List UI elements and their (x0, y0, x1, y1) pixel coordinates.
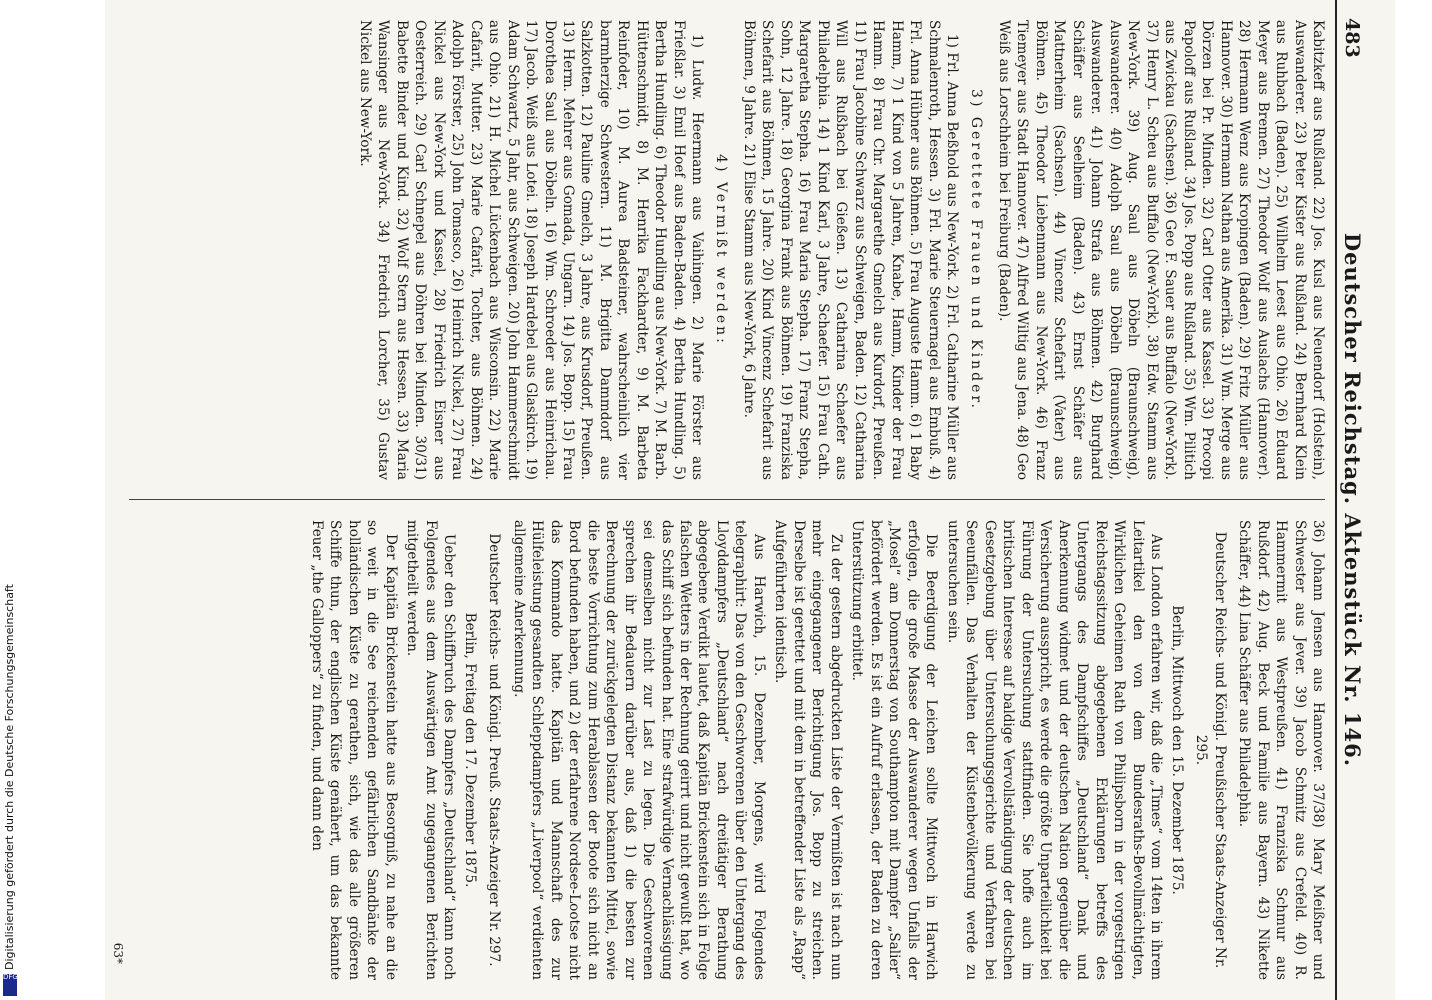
paragraph-burial: Die Beerdigung der Leichen sollte Mittwoch in Harwich erfolgen, die große Masse der Auswanderer wegen Unfalls der „Mosel“ am Donnerstag von Southampton mit Dampfer „Salier“ befördert werden. Es ist ein Aufruf erlassen, der Baden zu deren Unterstützung erbittet. (849, 520, 940, 980)
page-title: Deutscher Reichstag. Aktenstück Nr. 146. (1340, 232, 1365, 768)
source-heading-295: Deutscher Reichs- und Königl. Preußischer Staats-Anzeiger Nr. 295. (1193, 531, 1228, 969)
dfg-logo-icon: DFG (3, 974, 17, 996)
rescued-women-list: 1) Frl. Anna Beßhold aus New-York. 2) Frl. Catharine Müller aus Schmalenroth, Hessen. 3) Frl. Marie Steuernagel aus Embuß. 4) Frl. Anna Hübner aus Böhmen. 5) Frau Auguste Hamm. 6) 1 Baby Hamm, 7) 1 Kind von 5 Jahren, Knabe, Hamm, Kinder der Frau Hamm. 8) Frau Chr. Margarethe Gmelch aus Kurdorf, Preußen. 11) Frau Jacobine Schwarz aus Schweigen, Baden. 12) Catharina Will aus Rußbach bei Gießen. 13) Catharina Schaefer aus Philadelphia. 14) 1 Kind Karl, 3 Jahre, Schaefer. 15) Frau Cath. Margaretha Stepha. 16) Frau Maria Stepha. 17) Franz Stepha, Sohn, 12 Jahre. 18) Georgina Frank aus Böhmen. 19) Franziska Schefarit aus Böhmen, 15 Jahre. 20) Kind Vincenz Schefarit aus Böhmen, 9 Jahre. 21) Elise Stamm aus New-York, 6 Jahre. (740, 20, 961, 480)
section-heading-rescued-women: 3) Gerettete Frauen und Kinder. (968, 89, 985, 411)
source-heading-297: Deutscher Reichs- und Königl. Preuß. Staats-Anzeiger Nr. 297. (486, 533, 503, 967)
credit-strip (0, 0, 22, 1000)
signature-mark: 63* (111, 942, 125, 964)
section-heading-missing: 4) Vermißt werden: (713, 154, 730, 346)
page-header (1335, 0, 1365, 1000)
page-number: 483 (1341, 18, 1363, 58)
newspaper-page (105, 0, 1395, 1000)
dateline-1: Berlin, Mittwoch den 15. Dezember 1875. (1168, 605, 1185, 895)
paragraph-times-report: Aus London erfahren wir, daß die „Times“ vom 14ten in ihrem Leitartikel den von dem Bundesraths-Bevollmächtigten, Wirklichen Geheimen Rath von Philipsborn in der vorgestrigen Reichstagssitzung abgegebenen Erklärungen betreffs des Untergangs des Dampfschiffes „Deutschland“ Dank und Anerkennung widmet und der deutschen Nation gegenüber die Versicherung ausspricht, es werde die größte Unparteilichkeit bei Führung der Untersuchung stattfinden. Sie hoffe auch im britischen Interesse auf baldige Vervollständigung der deutschen Gesetzgebung über Untersuchungsgerichte und Verfahren bei Seeunfällen. Das Verhalten der Küstenbevölkerung werde zu untersuchen sein. (944, 520, 1165, 980)
list-continuation: Kabitzkeff aus Rußland. 22) Jos. Kusl aus Neuendorf (Holstein), Auswanderer. 23) Peter Kister aus Rußland. 24) Bernhard Klein aus Ruhbach (Baden). 25) Wilhelm Leest aus Ohio. 26) Eduard Meyer aus Bremen. 27) Theodor Wolf aus Auslachs (Hannover). 28) Hermann Wenz aus Kropingen (Baden). 29) Fritz Müller aus Hannover. 30) Hermann Nathan aus Amerika. 31) Wm. Merge aus Dörzen bei Pr. Minden. 32) Carl Otter aus Kassel. 33) Procopi Papoloff aus Rußland. 34) Jos. Popp aus Rußland. 35) Wm. Pilitich aus Zwickau (Sachsen). 36) Geo F. Sauer aus Buffalo (New-York). 37) Henry L. Scheu aus Buffalo (New-York). 38) Edw. Stamm aus New-York. 39) Aug. Saul aus Döbeln (Braunschweig), Auswanderer. 40) Adolph Saul aus Döbeln (Braunschweig), Auswanderer. 41) Johann Strafa aus Böhmen. 42) Burghard Schäffer aus Seelheim (Baden). 43) Ernst Schäfer aus Mattnerheim (Sachsen). 44) Vincenz Schefarit (Vater) aus Böhmen. 45) Theodor Liebenmann aus New-York. 46) Franz Tiemeyer aus Stadt Hannover. 47) Alfred Wiltig aus Jena. 48) Geo Weiß aus Lorschheim bei Freiburg (Baden). (995, 20, 1326, 480)
left-column (131, 20, 1327, 480)
column-divider (129, 499, 1325, 500)
paragraph-correction: Zu der gestern abgedruckten Liste der Vermißten ist nach nun mehr eingegangener Berichtigung Jos. Bopp zu streichen. Derselbe ist gerettet und mit dem in betreffender Liste als „Rapp“ Aufgeführten identisch. (772, 520, 844, 980)
paragraph-captain: Der Kapitän Brickenstein hatte aus Besorgniß, zu nahe an die so weit in die See reichenden gefährlichen Sandbänke der holländischen Küste zu gerathen, sich, wie das alle größeren Schiffe thun, der englischen Küste genähert, um das bekannte Feuer „the Galloppers“ zu finden, und dann den (308, 520, 399, 980)
dateline-2: Berlin, Freitag den 17. Dezember 1875. (461, 612, 478, 888)
paragraph-verdict: Aus Harwich, 15. Dezember, Morgens, wird Folgendes telegraphirt: Das von den Geschworenen über den Untergang des Lloyddampfers „Deutschland“ nach dreitätiger Berathung abgegebene Verdikt lautet, daß Kapitän Brickenstein sich in Folge falschen Wetters in der Rechnung geirrt und nicht gewußt hat, wo das Schiff sich befunden hat. Eine strafwürdige Vernachlässigung sei demselben nicht zur Last zu legen. Die Geschworenen sprechen ihr Bedauern darüber aus, daß 1) die besten zur Berechnung der zurückgelegten Distanz bekannten Mittel, sowie die beste Vorrichtung zum Herablassen der Boote sich nicht an Bord befunden haben, und 2) der erfahrene Nordsee-Lootse nicht das Kommando hatte. Kapitän und Mannschaft des zur Hülfeleistung gesandten Schleppdampfers „Liverpool“ verdienten allgemeine Anerkennung. (510, 520, 767, 980)
missing-list: 1) Ludw. Heermann aus Vaihingen. 2) Marie Förster aus Frießlar. 3) Emil Hoef aus Baden-Baden. 4) Bertha Hundling. 5) Bertha Hundling. 6) Theodor Hundling aus New-York. 7) M. Barb. Hüttenschmidt, 8) M. Henrika Fackhardter, 9) M. Barbeta Reinfoder, 10) M. Aurea Badsteiner, wahrscheinlich vier barmherzige Schwestern. 11) M. Brigitta Dammdorf aus Salzkotten. 12) Pauline Gmelch, 3 Jahre, aus Krusdorf, Preußen. 13) Herm. Mehrer aus Gomada, Ungarn. 14) Jos. Bopp. 15) Frau Dorothea Saul aus Döbeln. 16) Wm. Schroeder aus Heinrichau. 17) Jacob. Weiß aus Lotei. 18) Joseph Hardebel aus Glaskirch. 19) Adam Schwartz, 5 Jahr, aus Schweigen. 20) John Hammerschmidt aus Ohio. 21) H. Michel Lückenbach aus Wisconsin. 22) Marie Cafarit, Mutter. 23) Marie Cafarit, Tochter, aus Böhmen. 24) Adolph Förster, 25) John Tomasco, 26) Heinrich Nickel, 27) Frau Nickel aus New-York und Kassel, 28) Friedrich Eisner aus Oesterreich. 29) Carl Schnepel aus Döhren bei Minden. 30/31) Babette Binder und Kind. 32) Wolf Stern aus Hessen. 33) Maria Wansinger aus New-York. 34) Friedrich Lorcher, 35) Gustav Nickel aus New-York. (356, 20, 706, 480)
paragraph-shipwreck-intro: Ueber den Schiffbruch des Dampfers „Deutschland“ kann noch Folgendes aus dem Auswärtigen Amt zugegangenen Berichten mitgetheilt werden. (404, 520, 458, 980)
funding-credit-text: Digitalisierung gefördert durch die Deutsche Forschungsgemeinschaft (3, 584, 16, 970)
missing-list-continuation: 36) Johann Jensen aus Hannover. 37/38) Mary Meißner und Schwester aus Jever. 39) Jacob Schmitz aus Crefeld. 40) R. Hammermit aus Westpreußen. 41) Franziska Schmur aus Rußdorf. 42) Aug. Beck und Familie aus Bayern. 43) Nikette Schäffer, 44) Lina Schäffer aus Philadelphia. (1236, 520, 1326, 980)
right-column (131, 520, 1327, 980)
